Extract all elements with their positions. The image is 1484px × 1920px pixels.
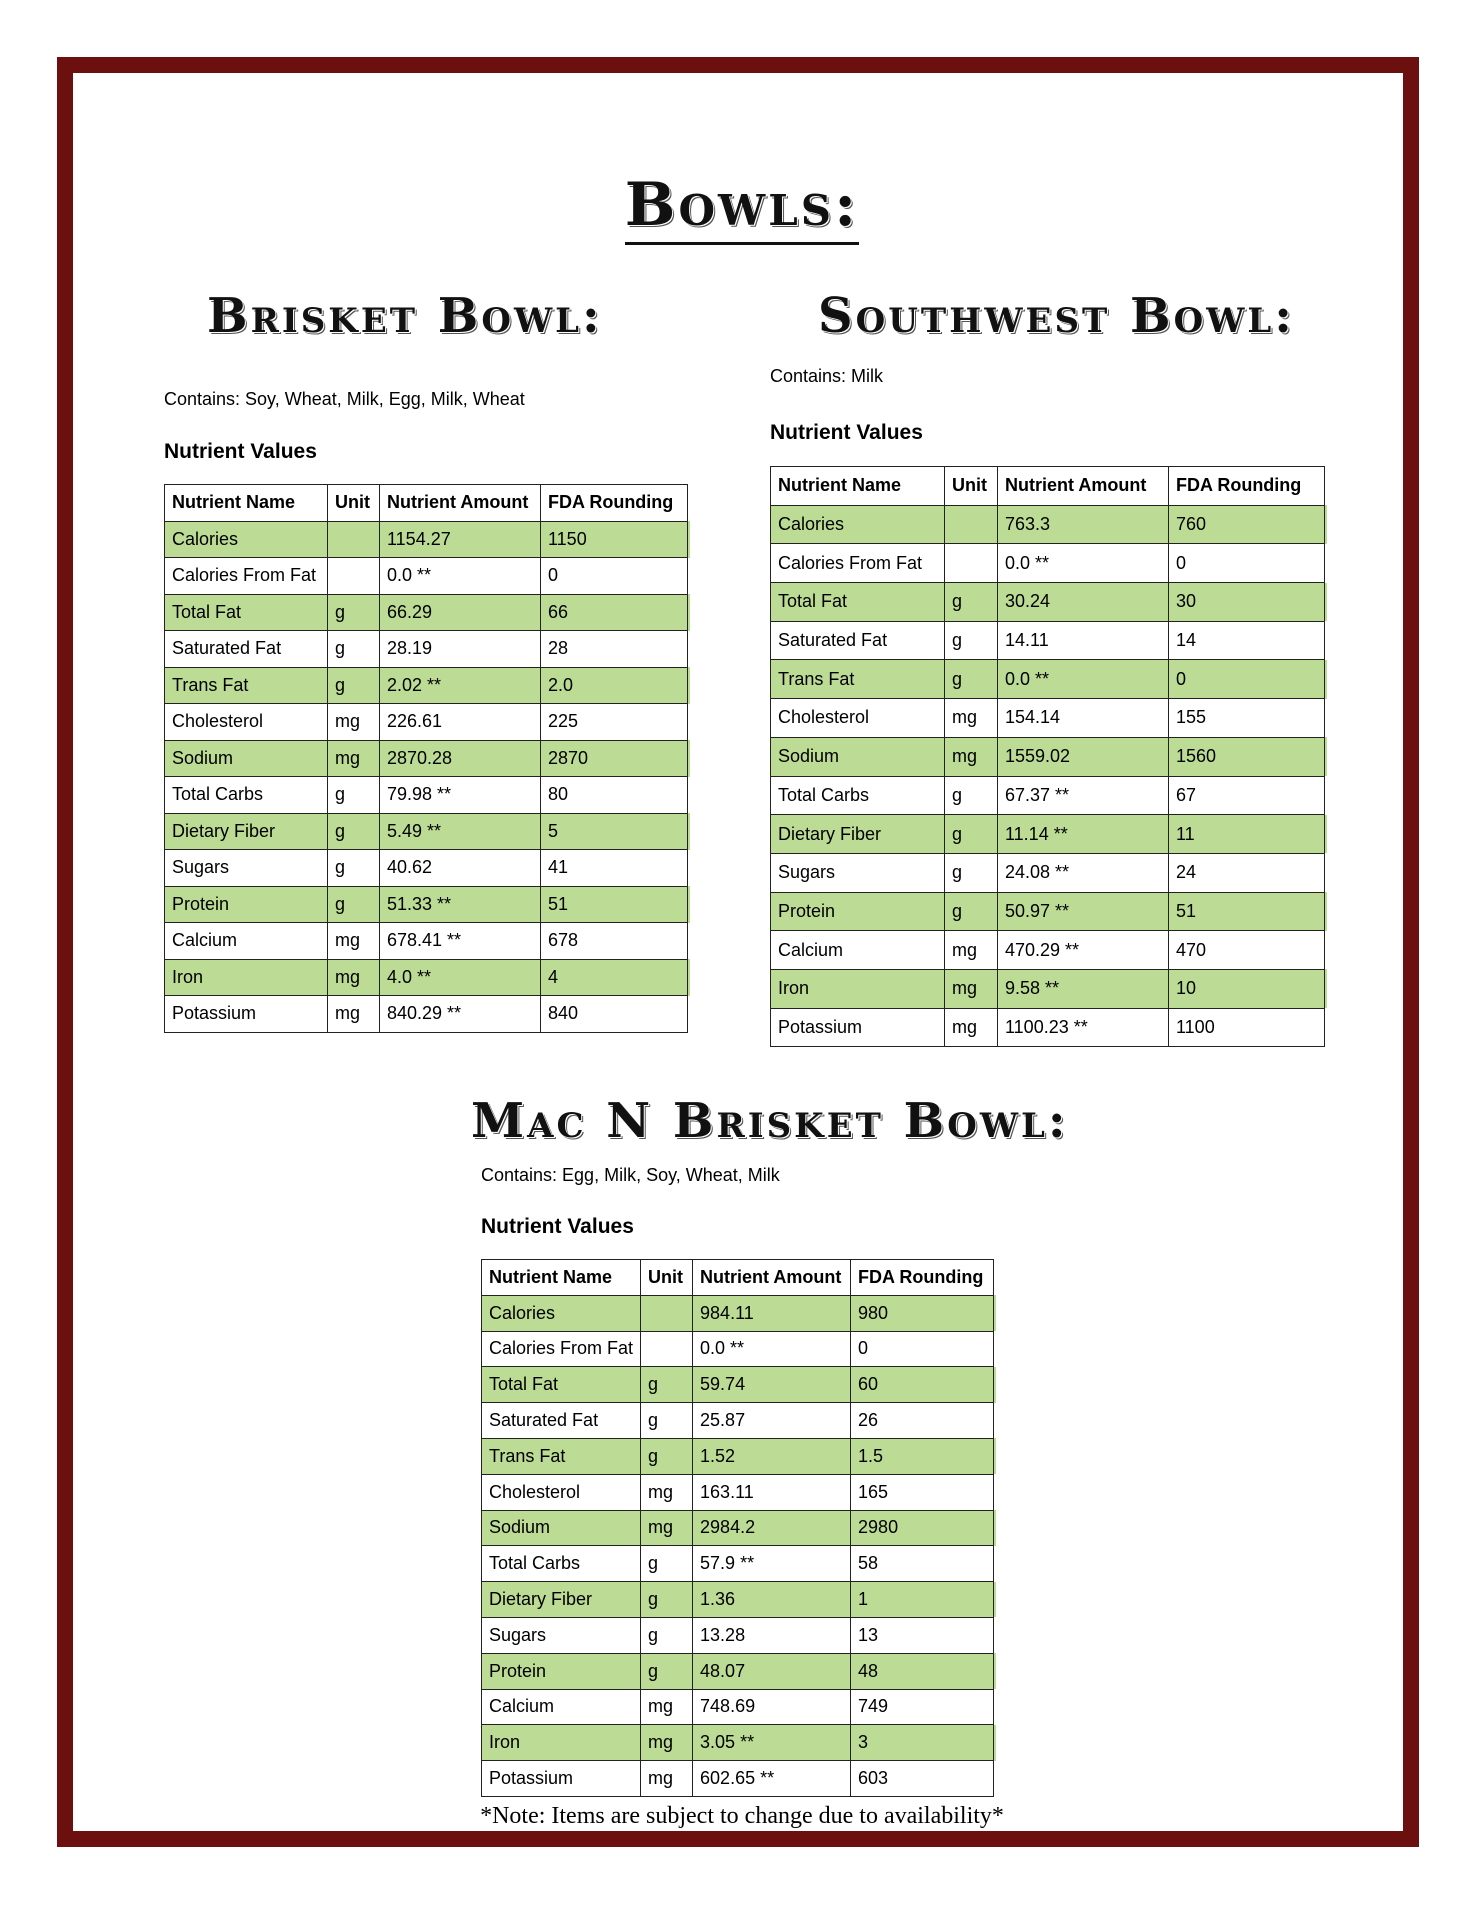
- brisket-nutrient-table: [164, 484, 690, 1033]
- table-row: [165, 813, 691, 850]
- cell-unit: mg: [945, 969, 998, 1008]
- cell-nutrient-amount: 59.74: [693, 1367, 851, 1403]
- cell-nutrient-amount: 0.0 **: [693, 1331, 851, 1367]
- cell-nutrient-amount: 0.0 **: [380, 558, 541, 595]
- cell-fda-rounding: 30: [1169, 583, 1325, 622]
- header-unit: Unit: [641, 1260, 693, 1296]
- cell-fda-rounding: 1: [851, 1582, 994, 1618]
- brisket-bowl-title: Brisket Bowl:: [207, 288, 603, 344]
- header-nutrient-name: Nutrient Name: [482, 1260, 641, 1296]
- cell-fda-rounding: 3: [851, 1725, 994, 1761]
- cell-nutrient-name: Potassium: [482, 1761, 641, 1797]
- cell-nutrient-amount: 678.41 **: [380, 923, 541, 960]
- cell-nutrient-name: Calories: [482, 1295, 641, 1331]
- cell-nutrient-name: Sodium: [771, 737, 945, 776]
- cell-fda-rounding: 60: [851, 1367, 994, 1403]
- cell-fda-rounding: 678: [541, 923, 688, 960]
- table-row: [771, 660, 1328, 699]
- table-row: [771, 853, 1328, 892]
- cell-nutrient-amount: 1.36: [693, 1582, 851, 1618]
- cell-fda-rounding: 0: [541, 558, 688, 595]
- table-row: [771, 737, 1328, 776]
- cell-nutrient-name: Potassium: [771, 1008, 945, 1047]
- cell-unit: g: [328, 813, 380, 850]
- cell-nutrient-name: Total Fat: [165, 594, 328, 631]
- table-row: [771, 583, 1328, 622]
- cell-nutrient-name: Total Fat: [771, 583, 945, 622]
- cell-nutrient-amount: 66.29: [380, 594, 541, 631]
- table-header-row: [771, 467, 1328, 506]
- cell-unit: g: [945, 583, 998, 622]
- cell-unit: g: [641, 1653, 693, 1689]
- cell-nutrient-name: Total Fat: [482, 1367, 641, 1403]
- cell-unit: g: [328, 667, 380, 704]
- cell-nutrient-amount: 163.11: [693, 1474, 851, 1510]
- cell-nutrient-amount: 14.11: [998, 621, 1169, 660]
- cell-nutrient-name: Calcium: [482, 1689, 641, 1725]
- cell-nutrient-amount: 24.08 **: [998, 853, 1169, 892]
- header-unit: Unit: [328, 485, 380, 522]
- table-row: [165, 631, 691, 668]
- southwest-nutrient-table: [770, 466, 1327, 1047]
- cell-nutrient-amount: 1.52: [693, 1438, 851, 1474]
- cell-unit: mg: [641, 1474, 693, 1510]
- cell-unit: mg: [328, 704, 380, 741]
- cell-unit: g: [328, 594, 380, 631]
- cell-nutrient-amount: 763.3: [998, 505, 1169, 544]
- table-row: [165, 594, 691, 631]
- cell-nutrient-name: Sugars: [482, 1617, 641, 1653]
- cell-nutrient-name: Calories: [165, 521, 328, 558]
- table-row: [165, 521, 691, 558]
- cell-unit: [641, 1295, 693, 1331]
- cell-unit: mg: [328, 996, 380, 1033]
- table-row: [482, 1725, 997, 1761]
- cell-fda-rounding: 165: [851, 1474, 994, 1510]
- cell-nutrient-name: Calories From Fat: [165, 558, 328, 595]
- cell-nutrient-amount: 13.28: [693, 1617, 851, 1653]
- cell-nutrient-amount: 0.0 **: [998, 544, 1169, 583]
- table-row: [771, 776, 1328, 815]
- cell-nutrient-amount: 1559.02: [998, 737, 1169, 776]
- cell-fda-rounding: 13: [851, 1617, 994, 1653]
- cell-fda-rounding: 1560: [1169, 737, 1325, 776]
- cell-nutrient-name: Saturated Fat: [165, 631, 328, 668]
- cell-unit: mg: [328, 959, 380, 996]
- cell-fda-rounding: 67: [1169, 776, 1325, 815]
- table-row: [482, 1367, 997, 1403]
- header-nutrient-name: Nutrient Name: [165, 485, 328, 522]
- cell-nutrient-amount: 4.0 **: [380, 959, 541, 996]
- cell-unit: mg: [328, 740, 380, 777]
- cell-unit: g: [945, 621, 998, 660]
- page-title: Bowls:: [0, 170, 1484, 240]
- southwest-nutrient-values-heading: Nutrient Values: [770, 421, 923, 444]
- cell-nutrient-name: Iron: [771, 969, 945, 1008]
- cell-nutrient-amount: 2.02 **: [380, 667, 541, 704]
- table-row: [165, 704, 691, 741]
- cell-nutrient-amount: 2870.28: [380, 740, 541, 777]
- cell-nutrient-amount: 48.07: [693, 1653, 851, 1689]
- cell-nutrient-name: Trans Fat: [165, 667, 328, 704]
- cell-fda-rounding: 225: [541, 704, 688, 741]
- table-row: [482, 1474, 997, 1510]
- cell-fda-rounding: 80: [541, 777, 688, 814]
- cell-fda-rounding: 2870: [541, 740, 688, 777]
- cell-fda-rounding: 28: [541, 631, 688, 668]
- cell-unit: g: [641, 1617, 693, 1653]
- table-row: [482, 1653, 997, 1689]
- brisket-nutrient-values-heading: Nutrient Values: [164, 440, 317, 463]
- cell-unit: mg: [641, 1510, 693, 1546]
- cell-nutrient-name: Trans Fat: [771, 660, 945, 699]
- cell-unit: g: [328, 886, 380, 923]
- cell-fda-rounding: 5: [541, 813, 688, 850]
- cell-fda-rounding: 11: [1169, 815, 1325, 854]
- table-row: [771, 1008, 1328, 1047]
- cell-nutrient-amount: 748.69: [693, 1689, 851, 1725]
- cell-nutrient-amount: 154.14: [998, 699, 1169, 738]
- mac-n-brisket-bowl-title: Mac N Brisket Bowl:: [471, 1093, 1069, 1149]
- brisket-contains: Contains: Soy, Wheat, Milk, Egg, Milk, Wheat: [164, 389, 525, 409]
- header-unit: Unit: [945, 467, 998, 506]
- cell-nutrient-amount: 79.98 **: [380, 777, 541, 814]
- table-row: [165, 777, 691, 814]
- cell-unit: g: [945, 892, 998, 931]
- cell-fda-rounding: 66: [541, 594, 688, 631]
- table-row: [771, 969, 1328, 1008]
- cell-nutrient-name: Cholesterol: [165, 704, 328, 741]
- cell-unit: mg: [945, 737, 998, 776]
- cell-fda-rounding: 1150: [541, 521, 688, 558]
- cell-fda-rounding: 980: [851, 1295, 994, 1331]
- cell-nutrient-name: Sugars: [165, 850, 328, 887]
- cell-nutrient-name: Trans Fat: [482, 1438, 641, 1474]
- cell-nutrient-name: Protein: [165, 886, 328, 923]
- header-fda-rounding: FDA Rounding: [1169, 467, 1325, 506]
- cell-unit: [945, 505, 998, 544]
- cell-fda-rounding: 1.5: [851, 1438, 994, 1474]
- cell-nutrient-amount: 226.61: [380, 704, 541, 741]
- cell-fda-rounding: 58: [851, 1546, 994, 1582]
- cell-unit: g: [641, 1438, 693, 1474]
- cell-nutrient-name: Saturated Fat: [771, 621, 945, 660]
- cell-nutrient-amount: 470.29 **: [998, 931, 1169, 970]
- cell-unit: mg: [641, 1761, 693, 1797]
- table-row: [482, 1689, 997, 1725]
- cell-nutrient-name: Potassium: [165, 996, 328, 1033]
- cell-unit: mg: [641, 1725, 693, 1761]
- cell-nutrient-name: Cholesterol: [482, 1474, 641, 1510]
- cell-unit: mg: [945, 931, 998, 970]
- cell-unit: g: [641, 1367, 693, 1403]
- cell-unit: g: [328, 850, 380, 887]
- cell-nutrient-name: Iron: [482, 1725, 641, 1761]
- table-row: [771, 815, 1328, 854]
- cell-fda-rounding: 2.0: [541, 667, 688, 704]
- cell-nutrient-amount: 57.9 **: [693, 1546, 851, 1582]
- table-row: [165, 996, 691, 1033]
- table-row: [771, 621, 1328, 660]
- southwest-bowl-title: Southwest Bowl:: [818, 288, 1296, 344]
- cell-unit: [945, 544, 998, 583]
- header-fda-rounding: FDA Rounding: [541, 485, 688, 522]
- table-row: [771, 699, 1328, 738]
- cell-unit: g: [641, 1403, 693, 1439]
- cell-fda-rounding: 840: [541, 996, 688, 1033]
- cell-nutrient-amount: 28.19: [380, 631, 541, 668]
- table-row: [771, 892, 1328, 931]
- cell-nutrient-name: Saturated Fat: [482, 1403, 641, 1439]
- cell-nutrient-name: Dietary Fiber: [165, 813, 328, 850]
- cell-unit: g: [945, 853, 998, 892]
- table-row: [165, 558, 691, 595]
- cell-unit: g: [945, 776, 998, 815]
- cell-fda-rounding: 51: [541, 886, 688, 923]
- cell-fda-rounding: 4: [541, 959, 688, 996]
- table-row: [482, 1403, 997, 1439]
- cell-nutrient-amount: 50.97 **: [998, 892, 1169, 931]
- cell-nutrient-amount: 67.37 **: [998, 776, 1169, 815]
- cell-unit: mg: [641, 1689, 693, 1725]
- table-row: [165, 850, 691, 887]
- cell-nutrient-name: Total Carbs: [771, 776, 945, 815]
- cell-unit: g: [641, 1546, 693, 1582]
- cell-nutrient-name: Sodium: [165, 740, 328, 777]
- table-row: [165, 923, 691, 960]
- cell-fda-rounding: 0: [1169, 544, 1325, 583]
- cell-nutrient-name: Calories From Fat: [482, 1331, 641, 1367]
- table-row: [771, 931, 1328, 970]
- table-row: [482, 1331, 997, 1367]
- mac-nutrient-table: [481, 1259, 996, 1797]
- cell-nutrient-name: Total Carbs: [165, 777, 328, 814]
- cell-nutrient-amount: 30.24: [998, 583, 1169, 622]
- table-row: [771, 505, 1328, 544]
- cell-nutrient-name: Dietary Fiber: [482, 1582, 641, 1618]
- cell-fda-rounding: 41: [541, 850, 688, 887]
- cell-nutrient-amount: 0.0 **: [998, 660, 1169, 699]
- cell-fda-rounding: 2980: [851, 1510, 994, 1546]
- cell-nutrient-amount: 984.11: [693, 1295, 851, 1331]
- cell-nutrient-amount: 9.58 **: [998, 969, 1169, 1008]
- table-row: [482, 1510, 997, 1546]
- cell-unit: g: [641, 1582, 693, 1618]
- header-nutrient-amount: Nutrient Amount: [380, 485, 541, 522]
- table-row: [482, 1546, 997, 1582]
- cell-unit: g: [945, 815, 998, 854]
- cell-nutrient-amount: 11.14 **: [998, 815, 1169, 854]
- header-fda-rounding: FDA Rounding: [851, 1260, 994, 1296]
- table-row: [165, 740, 691, 777]
- cell-unit: g: [328, 631, 380, 668]
- table-row: [165, 667, 691, 704]
- cell-unit: [641, 1331, 693, 1367]
- table-row: [165, 886, 691, 923]
- header-nutrient-name: Nutrient Name: [771, 467, 945, 506]
- cell-fda-rounding: 0: [851, 1331, 994, 1367]
- cell-nutrient-amount: 5.49 **: [380, 813, 541, 850]
- cell-fda-rounding: 0: [1169, 660, 1325, 699]
- cell-fda-rounding: 760: [1169, 505, 1325, 544]
- cell-nutrient-amount: 51.33 **: [380, 886, 541, 923]
- cell-fda-rounding: 749: [851, 1689, 994, 1725]
- table-row: [482, 1295, 997, 1331]
- cell-fda-rounding: 603: [851, 1761, 994, 1797]
- table-row: [482, 1617, 997, 1653]
- cell-nutrient-name: Sugars: [771, 853, 945, 892]
- table-row: [165, 959, 691, 996]
- cell-unit: g: [945, 660, 998, 699]
- cell-fda-rounding: 10: [1169, 969, 1325, 1008]
- availability-note: *Note: Items are subject to change due to availability*: [480, 1803, 1004, 1829]
- table-row: [771, 544, 1328, 583]
- cell-nutrient-name: Calcium: [771, 931, 945, 970]
- cell-nutrient-amount: 840.29 **: [380, 996, 541, 1033]
- cell-nutrient-name: Cholesterol: [771, 699, 945, 738]
- table-header-row: [482, 1260, 997, 1296]
- cell-unit: mg: [945, 699, 998, 738]
- table-header-row: [165, 485, 691, 522]
- cell-nutrient-name: Iron: [165, 959, 328, 996]
- header-nutrient-amount: Nutrient Amount: [693, 1260, 851, 1296]
- table-row: [482, 1761, 997, 1797]
- cell-nutrient-name: Protein: [771, 892, 945, 931]
- cell-fda-rounding: 14: [1169, 621, 1325, 660]
- cell-nutrient-name: Calcium: [165, 923, 328, 960]
- cell-nutrient-name: Calories From Fat: [771, 544, 945, 583]
- cell-unit: mg: [328, 923, 380, 960]
- cell-unit: [328, 558, 380, 595]
- header-nutrient-amount: Nutrient Amount: [998, 467, 1169, 506]
- cell-nutrient-amount: 40.62: [380, 850, 541, 887]
- cell-unit: g: [328, 777, 380, 814]
- mac-nutrient-values-heading: Nutrient Values: [481, 1215, 634, 1238]
- cell-nutrient-name: Total Carbs: [482, 1546, 641, 1582]
- southwest-contains: Contains: Milk: [770, 366, 884, 386]
- cell-unit: [328, 521, 380, 558]
- cell-fda-rounding: 1100: [1169, 1008, 1325, 1047]
- mac-contains: Contains: Egg, Milk, Soy, Wheat, Milk: [481, 1165, 780, 1185]
- cell-fda-rounding: 26: [851, 1403, 994, 1439]
- cell-nutrient-name: Sodium: [482, 1510, 641, 1546]
- cell-fda-rounding: 470: [1169, 931, 1325, 970]
- cell-nutrient-amount: 1154.27: [380, 521, 541, 558]
- cell-fda-rounding: 24: [1169, 853, 1325, 892]
- table-row: [482, 1438, 997, 1474]
- cell-nutrient-amount: 25.87: [693, 1403, 851, 1439]
- cell-nutrient-name: Protein: [482, 1653, 641, 1689]
- cell-nutrient-amount: 3.05 **: [693, 1725, 851, 1761]
- cell-nutrient-amount: 2984.2: [693, 1510, 851, 1546]
- cell-nutrient-name: Calories: [771, 505, 945, 544]
- cell-fda-rounding: 48: [851, 1653, 994, 1689]
- cell-nutrient-name: Dietary Fiber: [771, 815, 945, 854]
- cell-nutrient-amount: 602.65 **: [693, 1761, 851, 1797]
- table-row: [482, 1582, 997, 1618]
- cell-fda-rounding: 155: [1169, 699, 1325, 738]
- cell-nutrient-amount: 1100.23 **: [998, 1008, 1169, 1047]
- cell-fda-rounding: 51: [1169, 892, 1325, 931]
- cell-unit: mg: [945, 1008, 998, 1047]
